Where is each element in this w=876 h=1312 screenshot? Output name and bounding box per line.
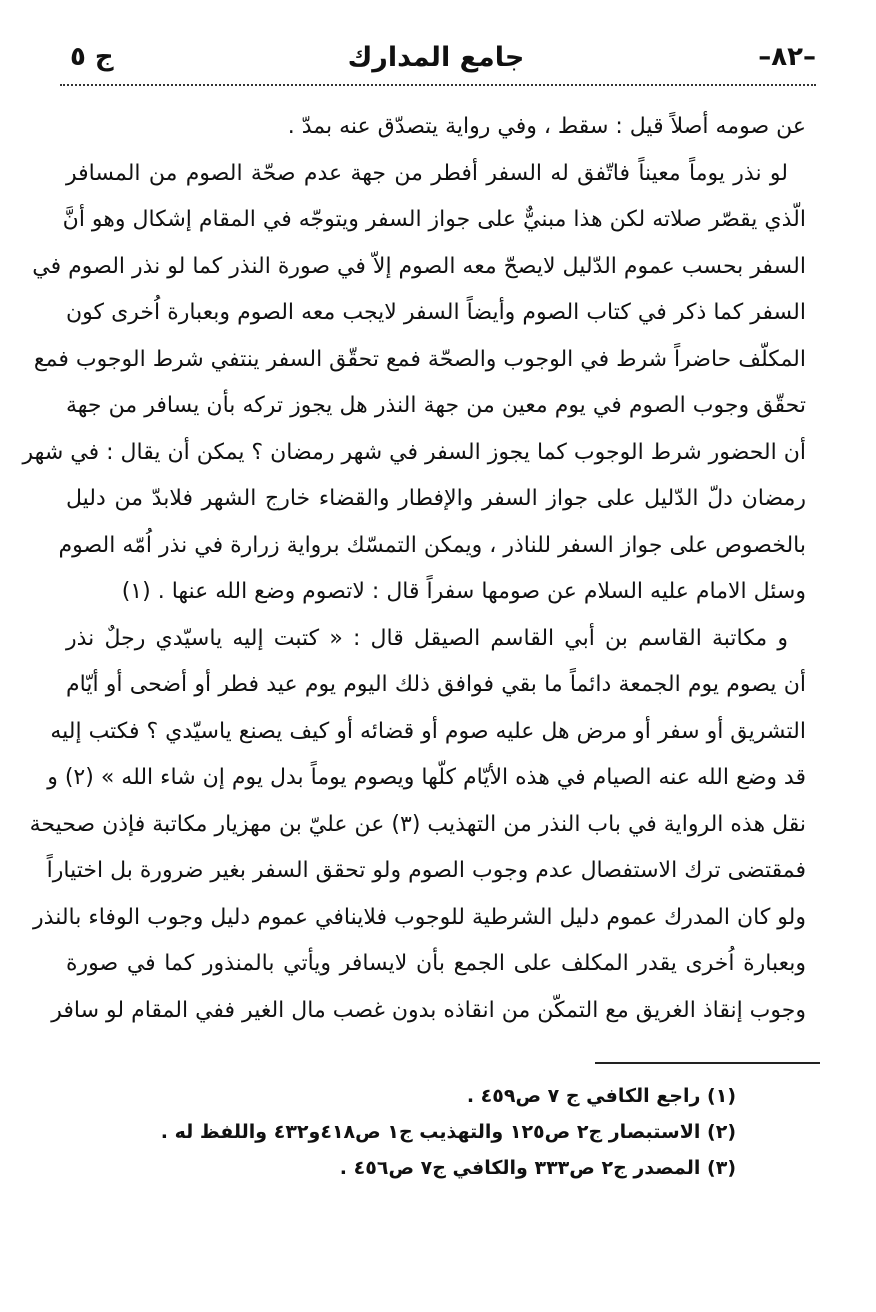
running-header	[70, 32, 816, 82]
footnote: (٢) الاستبصار ج٢ ص١٢٥ والتهذيب ج١ ص٤١٨و٤٣٢ واللفظ له .	[160, 1121, 736, 1143]
book-title: جامع المدارك	[347, 41, 525, 73]
text-line: قد وضع الله عنه الصيام في هذه الأيّام كلّها ويصوم يوماً بدل يوم إن شاء الله » (٢) و	[47, 765, 806, 790]
text-line: رمضان دلّ الدّليل على جواز السفر والإفطار والقضاء خارج الشهر فلابدّ من دليل	[66, 486, 806, 511]
text-line: التشريق أو سفر أو مرض هل عليه صوم أو قضائه أو كيف يصنع ياسيّدي ؟ فكتب إليه	[50, 718, 806, 744]
text-line: لو نذر يوماً معيناً فاتّفق له السفر أفطر من جهة عدم صحّة الصوم من المسافر	[66, 160, 788, 186]
volume-label: ج ٥	[70, 42, 114, 72]
text-line: تحقّق وجوب الصوم في يوم معين من جهة النذر هل يجوز تركه بأن يسافر من جهة	[66, 393, 806, 418]
text-line: أن يصوم يوم الجمعة دائماً ما بقي فوافق ذلك اليوم يوم عيد فطر أو أضحى أو أيّام	[66, 672, 806, 697]
text-line: المكلّف حاضراً شرط في الوجوب والصحّة فمع تحقّق السفر ينتفي شرط الوجوب فمع	[33, 346, 806, 372]
text-line: السفر كما ذكر في كتاب الصوم وأيضاً السفر لايجب معه الصوم وبعبارة اُخرى كون	[66, 300, 806, 325]
text-line: بالخصوص على جواز السفر للناذر ، ويمكن التمسّك برواية زرارة في نذر اُمّه الصوم	[58, 532, 806, 558]
text-line: ولو كان المدرك عموم دليل الشرطية للوجوب فلاينافي عموم دليل وجوب الوفاء بالنذر	[33, 904, 806, 930]
footnote: (١) راجع الكافي ج ٧ ص٤٥٩ .	[466, 1085, 736, 1107]
text-line: السفر بحسب عموم الدّليل لايصحّ معه الصوم إلاّ في صورة النذر كما لو نذر الصوم في	[32, 253, 806, 279]
page-number: –٨٢–	[758, 42, 816, 72]
text-line: عن صومه أصلاً قيل : سقط ، وفي رواية يتصدّق عنه بمدّ .	[287, 114, 806, 139]
header-divider	[60, 84, 816, 86]
footnote-divider	[595, 1062, 820, 1064]
text-line: وسئل الامام عليه السلام عن صومها سفراً قال : لاتصوم وضع الله عنها . (١)	[121, 579, 806, 604]
text-line: أن الحضور شرط الوجوب كما يجوز السفر في شهر رمضان ؟ يمكن أن يقال : في شهر	[22, 439, 806, 465]
main-text	[22, 104, 806, 1034]
footnotes	[120, 1078, 736, 1186]
text-line: وبعبارة اُخرى يقدر المكلف على الجمع بأن لايسافر ويأتي بالمنذور كما في صورة	[66, 951, 806, 976]
text-line: نقل هذه الرواية في باب النذر من التهذيب (٣) عن عليّ بن مهزيار مكاتبة فإذن صحيحة	[29, 811, 806, 837]
text-line: وجوب إنقاذ الغريق مع التمكّن من انقاذه بدون غصب مال الغير ففي المقام لو سافر	[51, 997, 806, 1023]
text-line: و مكاتبة القاسم بن أبي القاسم الصيقل قال : « كتبت إليه ياسيّدي رجلٌ نذر	[66, 625, 788, 651]
text-line: فمقتضى ترك الاستفصال عدم وجوب الصوم ولو تحقق السفر بغير ضرورة بل اختياراً	[46, 858, 806, 883]
text-line: الّذي يقصّر صلاته لكن هذا مبنيٌّ على جواز السفر ويتوجّه في المقام إشكال وهو أنَّ	[62, 207, 806, 232]
footnote: (٣) المصدر ج٢ ص٣٣٣ والكافي ج٧ ص٤٥٦ .	[339, 1157, 736, 1179]
